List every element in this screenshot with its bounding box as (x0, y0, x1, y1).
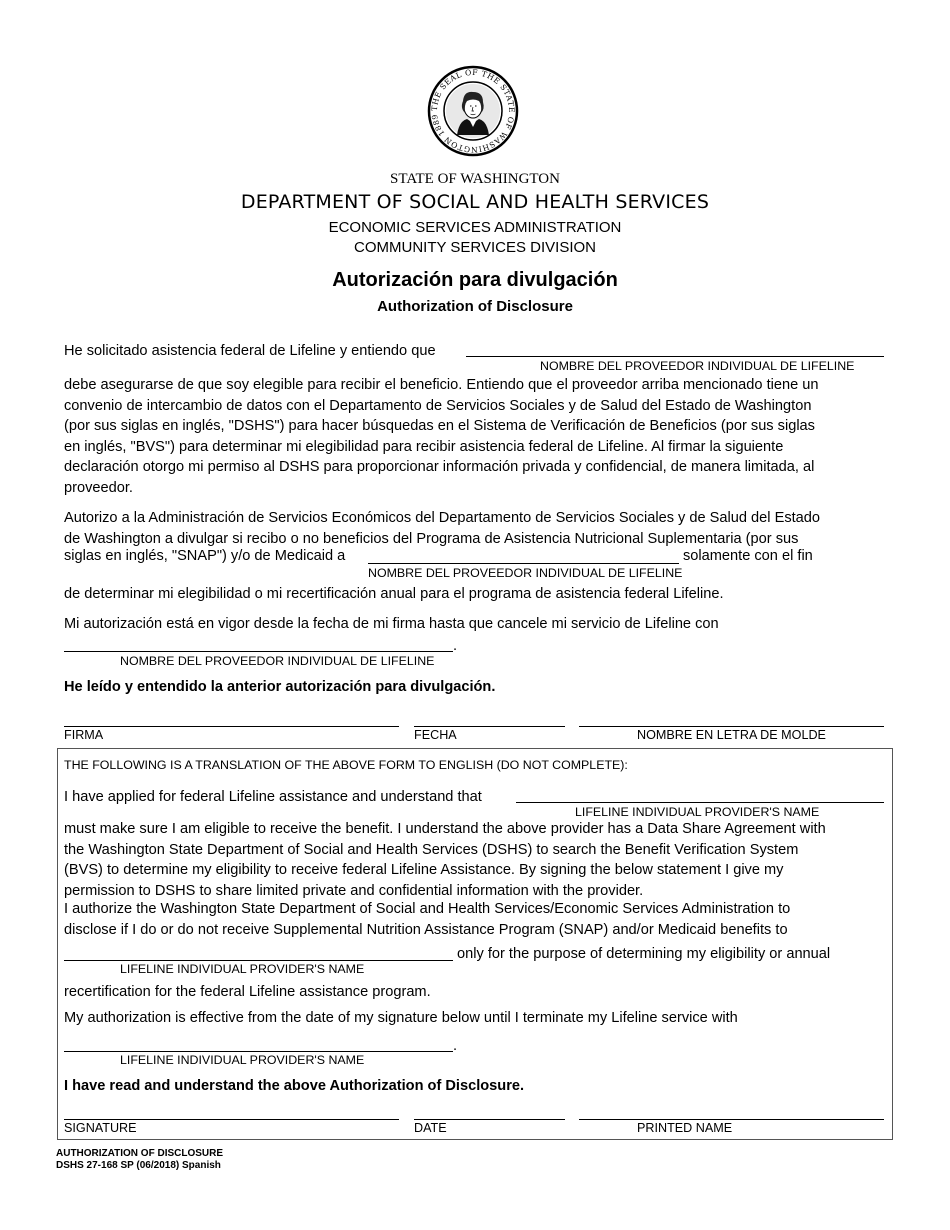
date-label: FECHA (414, 728, 457, 742)
spanish-paragraph-2 (64, 508, 820, 549)
provider-caption-1: NOMBRE DEL PROVEEDOR INDIVIDUAL DE LIFELINE (540, 359, 855, 373)
provider-name-field-1[interactable] (466, 356, 884, 357)
text-line: the Washington State Department of Social and Health Services (DSHS) to search the Benefit Verification System (64, 841, 799, 858)
english-provider-line-1 (516, 802, 884, 803)
text-line: Autorizo a la Administración de Servicios Económicos del Departamento de Servicios Sociales y de Salud del Estado (64, 510, 821, 526)
department-name: DEPARTMENT OF SOCIAL AND HEALTH SERVICES (240, 191, 710, 213)
translation-heading: THE FOLLOWING IS A TRANSLATION OF THE ABOVE FORM TO ENGLISH (DO NOT COMPLETE): (64, 758, 628, 772)
text-line: (BVS) to determine my eligibility to receive federal Lifeline Assistance. By signing the below statement I give my (64, 862, 784, 879)
spanish-paragraph-1-start: He solicitado asistencia federal de Lifeline y entiendo que (64, 343, 436, 359)
text-line: declaración otorgo mi permiso al DSHS para proporcionar información privada y confidencial, de manera limitada, al (64, 459, 815, 476)
provider-caption-2: NOMBRE DEL PROVEEDOR INDIVIDUAL DE LIFELINE (368, 566, 683, 580)
english-signature-label: SIGNATURE (64, 1121, 137, 1135)
text-line: permission to DSHS to share limited private and confidential information with the provider. (64, 882, 644, 899)
provider-name-field-3[interactable] (64, 651, 453, 652)
provider-name-field-2[interactable] (368, 563, 679, 564)
text-line: en inglés, "BVS") para determinar mi elegibilidad para recibir asistencia federal de Lifeline. Al firmar la siguiente (64, 438, 784, 455)
signature-field[interactable] (64, 726, 399, 727)
text-line: de Washington a divulgar si recibo o no beneficios del Programa de Asistencia Nutricional Suplementaria (por sus (64, 530, 799, 547)
provider-caption-3: NOMBRE DEL PROVEEDOR INDIVIDUAL DE LIFELINE (120, 654, 435, 668)
spanish-read-statement: He leído y entendido la anterior autorización para divulgación. (64, 679, 496, 695)
spanish-paragraph-3: Mi autorización está en vigor desde la fecha de mi firma hasta que cancele mi servicio de Lifeline con (64, 616, 719, 632)
state-name: STATE OF WASHINGTON (390, 171, 560, 187)
form-footer (56, 1148, 223, 1172)
period: . (453, 638, 458, 654)
english-paragraph-1-body (64, 819, 826, 901)
english-provider-line-3 (64, 1051, 453, 1052)
form-name: AUTHORIZATION OF DISCLOSURE (56, 1148, 224, 1159)
text-line: (por sus siglas en inglés, "DSHS") para hacer búsquedas en el Sistema de Verificación de Beneficios (por sus siglas (64, 418, 815, 435)
english-printed-name-line (579, 1119, 884, 1120)
seal-text: THE SEAL OF THE STATE OF WASHINGTON 1889 (429, 67, 517, 155)
english-read-statement: I have read and understand the above Authorization of Disclosure. (64, 1078, 525, 1094)
english-signature-line (64, 1119, 399, 1120)
spanish-paragraph-2-line4: de determinar mi elegibilidad o mi recertificación anual para el programa de asistencia federal Lifeline. (64, 586, 724, 602)
english-paragraph-1-start: I have applied for federal Lifeline assistance and understand that (64, 789, 482, 805)
date-field[interactable] (414, 726, 565, 727)
text-line: disclose if I do or do not receive Supplemental Nutrition Assistance Program (SNAP) and/or Medicaid benefits to (64, 921, 788, 938)
english-date-line (414, 1119, 565, 1120)
text-line: debe asegurarse de que soy elegible para recibir el beneficio. Entiendo que el proveedor arriba mencionado tiene un (64, 377, 819, 393)
english-paragraph-2-after-line: only for the purpose of determining my eligibility or annual (457, 946, 831, 962)
spanish-paragraph-2-line3-end: solamente con el fin (683, 548, 813, 564)
text-line: convenio de intercambio de datos con el Departamento de Servicios Sociales y de Salud del Estado de Washington (64, 397, 812, 414)
text-line: must make sure I am eligible to receive the benefit. I understand the above provider has a Data Share Agreement with (64, 821, 826, 837)
signature-label: FIRMA (64, 728, 104, 742)
english-paragraph-3: My authorization is effective from the date of my signature below until I terminate my Lifeline service with (64, 1010, 738, 1026)
english-period: . (453, 1038, 458, 1054)
english-date-label: DATE (414, 1121, 447, 1135)
administration-name: ECONOMIC SERVICES ADMINISTRATION (328, 219, 622, 236)
printed-name-field[interactable] (579, 726, 884, 727)
english-provider-caption-1: LIFELINE INDIVIDUAL PROVIDER'S NAME (575, 805, 820, 819)
spanish-paragraph-1-body (64, 375, 819, 499)
page-title: Autorización para divulgación (332, 269, 618, 291)
english-provider-line-2 (64, 960, 453, 961)
printed-name-label: NOMBRE EN LETRA DE MOLDE (637, 728, 826, 742)
form-number: DSHS 27-168 SP (06/2018) Spanish (56, 1160, 221, 1171)
seal-of-washington-icon (427, 65, 519, 157)
english-provider-caption-3: LIFELINE INDIVIDUAL PROVIDER'S NAME (120, 1053, 365, 1067)
text-line: proveedor. (64, 479, 133, 496)
english-printed-name-label: PRINTED NAME (637, 1121, 733, 1135)
division-name: COMMUNITY SERVICES DIVISION (354, 239, 596, 256)
page-subtitle: Authorization of Disclosure (377, 298, 573, 315)
english-provider-caption-2: LIFELINE INDIVIDUAL PROVIDER'S NAME (120, 962, 365, 976)
english-paragraph-2 (64, 899, 790, 940)
spanish-paragraph-2-line3-start: siglas en inglés, "SNAP") y/o de Medicaid a (64, 548, 346, 564)
text-line: I authorize the Washington State Department of Social and Health Services/Economic Services Administration to (64, 901, 791, 917)
english-paragraph-2-last: recertification for the federal Lifeline assistance program. (64, 984, 431, 1000)
